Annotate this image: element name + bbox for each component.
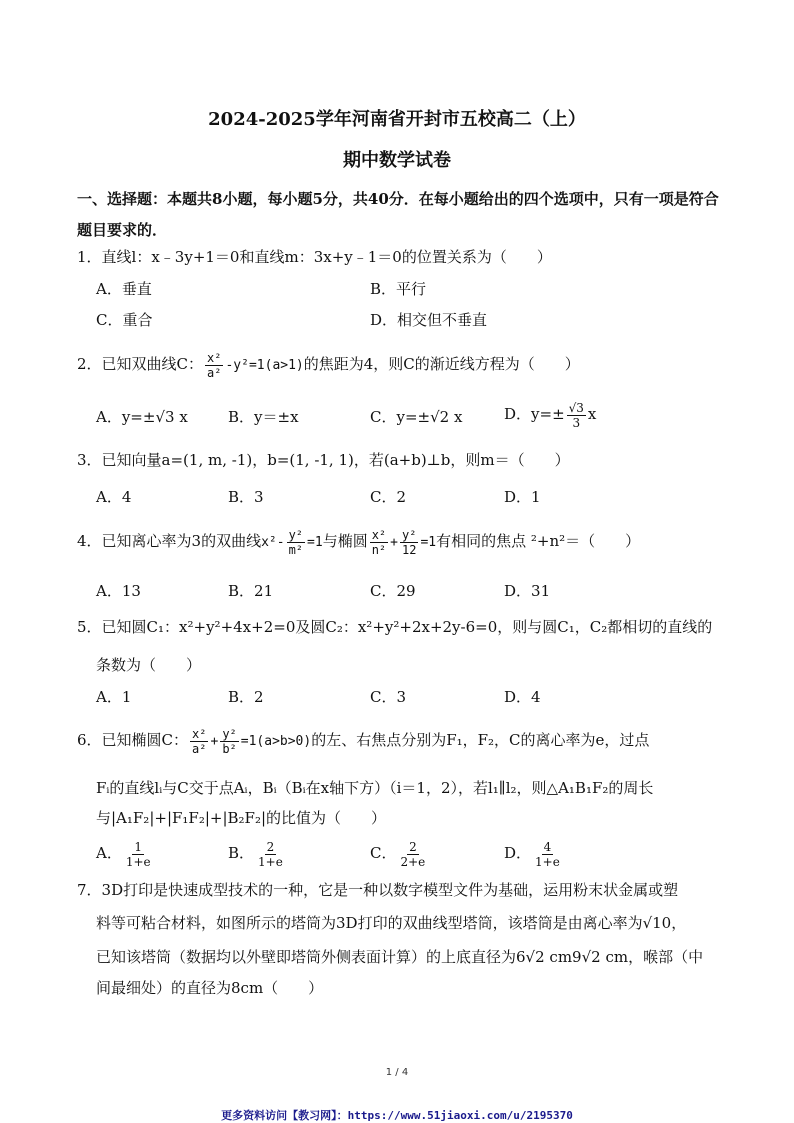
page-subtitle: 期中数学试卷 xyxy=(343,150,451,171)
section-heading: 一、选择题：本题共8小题，每小题5分，共40分．在每小题给出的四个选项中，只有一项是符合题目要求的． xyxy=(77,190,719,239)
q6-option-c: C． $\frac{2}{2+e}$ xyxy=(370,839,426,869)
q5-option-c: C．3 xyxy=(370,688,407,706)
q6-suffix: 的左、右焦点分别为F₁，F₂，C的离心率为e，过点 xyxy=(311,731,650,749)
q2-option-c: C．y=±√2 x xyxy=(370,408,463,426)
q6-option-b: B． $\frac{2}{1+e}$ xyxy=(228,839,283,869)
q6-option-d: D． $\frac{4}{1+e}$ xyxy=(504,839,560,869)
q2-option-d-fraction: $\frac{√3}{3}$ xyxy=(568,400,584,430)
question-7-line2: 料等可粘合材料，如图所示的塔筒为3D打印的双曲线型塔筒，该塔筒是由离心率为√10， xyxy=(96,914,687,932)
question-7-line3: 已知该塔筒（数据均以外壁即塔筒外侧表面计算）的上底直径为6√2 cm9√2 cm，喉部（中 xyxy=(96,948,704,966)
q4-option-b: B．21 xyxy=(228,582,274,600)
question-3-stem: 3．已知向量a=(1, m, -1)，b=(1, -1, 1)，若(a+b)⊥b，则m＝（ ） xyxy=(77,451,570,469)
q4-mid: 与椭圆 xyxy=(322,532,368,550)
question-6-stem xyxy=(77,725,649,757)
q4-suffix: 有相同的焦点 ²+n²＝（ ） xyxy=(436,532,641,550)
q3-option-a: A．4 xyxy=(96,488,132,506)
q4-ellipse-equation: $\frac{\text{x²}}{\text{n²}}$ + $\frac{\text{y²}}{12}$ =1 xyxy=(371,528,437,557)
question-7-line4: 间最细处）的直径为8cm（ ） xyxy=(96,979,324,997)
question-7-line1: 7．3D打印是快速成型技术的一种，它是一种以数字模型文件为基础，运用粉末状金属或塑 xyxy=(77,881,679,899)
q2-hyperbola-equation: $\frac{\text{x²}}{\text{a²}}$ -y²=1(a>1) xyxy=(207,351,304,380)
q3-option-c: C．2 xyxy=(370,488,407,506)
q1-option-a: A．垂直 xyxy=(96,280,152,298)
q4-option-a: A．13 xyxy=(96,582,141,600)
q4-hyperbola-equation: x²- $\frac{\text{y²}}{\text{m²}}$ =1 xyxy=(261,528,323,557)
page-title: 2024-2025学年河南省开封市五校高二（上） xyxy=(208,109,586,130)
q1-option-b: B．平行 xyxy=(370,280,427,298)
question-5-stem-cont: 条数为（ ） xyxy=(96,656,202,674)
q4-prefix: 4．已知离心率为3的双曲线 xyxy=(77,532,262,550)
q1-option-d: D．相交但不垂直 xyxy=(370,311,488,329)
question-6-line3: 与|A₁F₂|+|F₁F₂|+|B₂F₂|的比值为（ ） xyxy=(96,809,387,827)
page-number: 1 / 4 xyxy=(385,1067,409,1078)
q2-suffix: 的焦距为4，则C的渐近线方程为（ ） xyxy=(303,355,580,373)
question-4-stem xyxy=(77,526,640,558)
question-1-stem: 1．直线l：x﹣3y+1＝0和直线m：3x+y﹣1＝0的位置关系为（ ） xyxy=(77,248,552,266)
q6-ellipse-equation: $\frac{\text{x²}}{\text{a²}}$ + $\frac{\text{y²}}{\text{b²}}$ =1(a>b>0) xyxy=(192,727,312,756)
q5-option-a: A．1 xyxy=(96,688,132,706)
q2-option-a: A．y=±√3 x xyxy=(96,408,188,426)
q4-option-d: D．31 xyxy=(504,582,551,600)
q6-prefix: 6．已知椭圆C： xyxy=(77,731,189,749)
q2-option-d: D．y=± $\frac{√3}{3}$ x xyxy=(504,400,597,430)
q2-option-b: B．y＝±x xyxy=(228,408,299,426)
question-6-line2: Fᵢ的直线lᵢ与C交于点Aᵢ，Bᵢ（Bᵢ在x轴下方）（i＝1，2），若l₁∥l₂，则△A₁B₁F₂的周长 xyxy=(96,779,654,797)
q3-option-d: D．1 xyxy=(504,488,541,506)
q3-option-b: B．3 xyxy=(228,488,264,506)
q5-option-d: D．4 xyxy=(504,688,541,706)
question-2-stem xyxy=(77,350,580,380)
q4-option-c: C．29 xyxy=(370,582,416,600)
q5-option-b: B．2 xyxy=(228,688,264,706)
q6-option-a: A． $\frac{1}{1+e}$ xyxy=(96,839,151,869)
footer-link[interactable]: 更多资料访问【教习网】：https://www.51jiaoxi.com/u/2195370 xyxy=(221,1109,573,1122)
question-5-stem: 5．已知圆C₁：x²+y²+4x+2=0及圆C₂：x²+y²+2x+2y-6=0，则与圆C₁，C₂都相切的直线的 xyxy=(77,618,713,636)
q1-option-c: C．重合 xyxy=(96,311,153,329)
q2-option-d-label: D．y=± xyxy=(504,405,565,423)
q2-prefix: 2．已知双曲线C： xyxy=(77,355,204,373)
